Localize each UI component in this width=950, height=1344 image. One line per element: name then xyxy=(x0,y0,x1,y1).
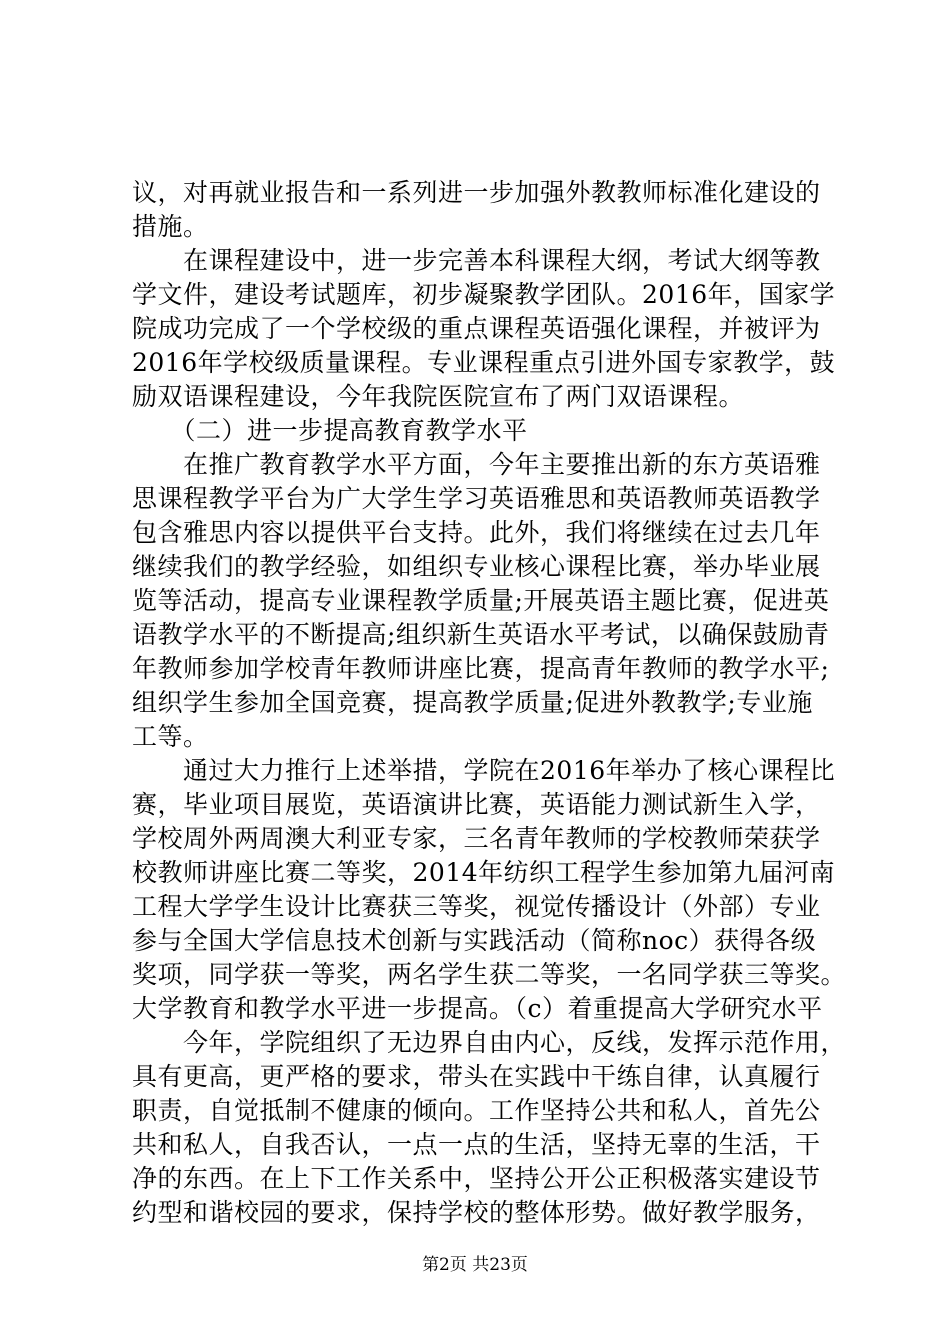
text-line: 约型和谐校园的要求，保持学校的整体形势。做好教学服务， xyxy=(132,1198,821,1227)
text-line: 励双语课程建设，今年我院医院宣布了两门双语课程。 xyxy=(132,382,745,411)
text-line: 职责，自觉抵制不健康的倾向。工作坚持公共和私人，首先公 xyxy=(132,1096,821,1125)
text-line: 今年，学院组织了无边界自由内心，反线，发挥示范作用， xyxy=(132,1028,847,1057)
text-line: 参与全国大学信息技术创新与实践活动（简称noc）获得各级 xyxy=(132,926,817,955)
text-line: 校教师讲座比赛二等奖，2014年纺织工程学生参加第九届河南 xyxy=(132,858,836,887)
text-line: 2016年学校级质量课程。专业课程重点引进外国专家教学，鼓 xyxy=(132,348,836,377)
section-heading: （二）进一步提高教育教学水平 xyxy=(132,416,528,445)
text-line: 净的东西。在上下工作关系中，坚持公开公正积极落实建设节 xyxy=(132,1164,821,1193)
text-line: 学文件，建设考试题库，初步凝聚教学团队。2016年，国家学 xyxy=(132,280,836,309)
text-line: 院成功完成了一个学校级的重点课程英语强化课程，并被评为 xyxy=(132,314,821,343)
text-line: 具有更高，更严格的要求，带头在实践中干练自律，认真履行 xyxy=(132,1062,821,1091)
text-line: 共和私人，自我否认，一点一点的生活，坚持无辜的生活，干 xyxy=(132,1130,821,1159)
text-line: 包含雅思内容以提供平台支持。此外，我们将继续在过去几年 xyxy=(132,518,821,547)
text-line: 大学教育和教学水平进一步提高。（c）着重提高大学研究水平 xyxy=(132,994,823,1023)
text-line: 年教师参加学校青年教师讲座比赛，提高青年教师的教学水平; xyxy=(132,654,830,683)
text-line: 学校周外两周澳大利亚专家，三名青年教师的学校教师荣获学 xyxy=(132,824,821,853)
text-line: 览等活动，提高专业课程教学质量;开展英语主题比赛，促进英 xyxy=(132,586,830,615)
text-line: 工程大学学生设计比赛获三等奖，视觉传播设计（外部）专业 xyxy=(132,892,821,921)
text-line: 思课程教学平台为广大学生学习英语雅思和英语教师英语教学 xyxy=(132,484,821,513)
text-line: 语教学水平的不断提高;组织新生英语水平考试，以确保鼓励青 xyxy=(132,620,830,649)
text-line: 在课程建设中，进一步完善本科课程大纲，考试大纲等教 xyxy=(132,246,821,275)
text-line: 继续我们的教学经验，如组织专业核心课程比赛，举办毕业展 xyxy=(132,552,821,581)
text-line: 措施。 xyxy=(132,212,209,241)
text-line: 通过大力推行上述举措，学院在2016年举办了核心课程比 xyxy=(132,756,836,785)
text-line: 奖项，同学获一等奖，两名学生获二等奖，一名同学获三等奖。 xyxy=(132,960,847,989)
text-line: 议，对再就业报告和一系列进一步加强外教教师标准化建设的 xyxy=(132,178,821,207)
text-line: 工等。 xyxy=(132,722,209,751)
text-line: 赛，毕业项目展览，英语演讲比赛，英语能力测试新生入学， xyxy=(132,790,821,819)
page-footer: 第2页 共23页 xyxy=(422,1255,528,1275)
text-line: 组织学生参加全国竞赛，提高教学质量;促进外教教学;专业施 xyxy=(132,688,813,717)
text-line: 在推广教育教学水平方面，今年主要推出新的东方英语雅 xyxy=(132,450,821,479)
